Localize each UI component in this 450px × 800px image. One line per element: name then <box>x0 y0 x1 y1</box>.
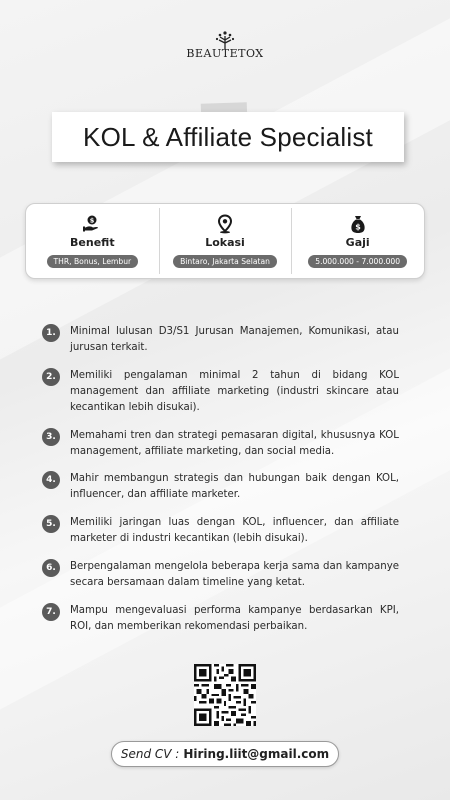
list-item <box>42 471 402 503</box>
send-cv-label: Send CV : <box>120 747 180 761</box>
info-value: Bintaro, Jakarta Selatan <box>173 255 277 268</box>
info-value: THR, Bonus, Lembur <box>47 255 139 268</box>
page-title: KOL & Affiliate Specialist <box>83 121 373 152</box>
send-cv-pill[interactable] <box>111 741 339 767</box>
list-item <box>42 324 402 356</box>
list-item <box>42 368 402 416</box>
brand-logo <box>0 30 450 60</box>
list-item-text: Memahami tren dan strategi pemasaran digital, khususnya KOL management, affiliate marketing, dan social media. <box>70 430 399 457</box>
list-item <box>42 428 402 460</box>
title-card <box>52 112 404 162</box>
info-benefit <box>26 204 159 278</box>
list-number: 5. <box>42 515 60 533</box>
send-cv-email[interactable]: Hiring.liit@gmail.com <box>183 747 330 761</box>
qr-code[interactable] <box>194 664 256 726</box>
list-number: 2. <box>42 368 60 386</box>
list-number: 4. <box>42 471 60 489</box>
list-number: 3. <box>42 428 60 446</box>
job-info-box <box>25 203 425 279</box>
location-pin-icon <box>215 214 235 234</box>
list-number: 1. <box>42 324 60 342</box>
hand-money-icon <box>82 214 102 234</box>
list-item-text: Memiliki jaringan luas dengan KOL, influencer, dan affiliate marketer di industri kecantikan (lebih disukai). <box>70 517 399 544</box>
info-location <box>159 204 292 278</box>
list-item <box>42 603 402 635</box>
list-item-text: Berpengalaman mengelola beberapa kerja sama dan kampanye secara bersamaan dalam timeline yang ketat. <box>70 561 399 588</box>
svg-text:$: $ <box>354 222 361 232</box>
list-item-text: Mampu mengevaluasi performa kampanye berdasarkan KPI, ROI, dan memberikan rekomendasi perbaikan. <box>70 605 399 632</box>
svg-text:$: $ <box>90 216 95 225</box>
info-salary <box>291 204 424 278</box>
logo-text: BEAUTETOX <box>186 47 264 60</box>
list-item-text: Memiliki pengalaman minimal 2 tahun di bidang KOL management dan affiliate marketing (industri skincare atau kecantikan lebih disukai). <box>70 370 399 413</box>
info-value: 5.000.000 - 7.000.000 <box>308 255 407 268</box>
money-bag-icon <box>348 214 368 234</box>
list-item <box>42 559 402 591</box>
list-number: 7. <box>42 603 60 621</box>
info-label: Benefit <box>70 236 115 249</box>
list-item <box>42 515 402 547</box>
list-number: 6. <box>42 559 60 577</box>
info-label: Lokasi <box>205 236 245 249</box>
list-item-text: Minimal lulusan D3/S1 Jurusan Manajemen, Komunikasi, atau jurusan terkait. <box>70 326 399 353</box>
list-item-text: Mahir membangun strategis dan hubungan baik dengan KOL, influencer, dan affiliate marketer. <box>70 473 399 500</box>
info-label: Gaji <box>345 236 370 249</box>
